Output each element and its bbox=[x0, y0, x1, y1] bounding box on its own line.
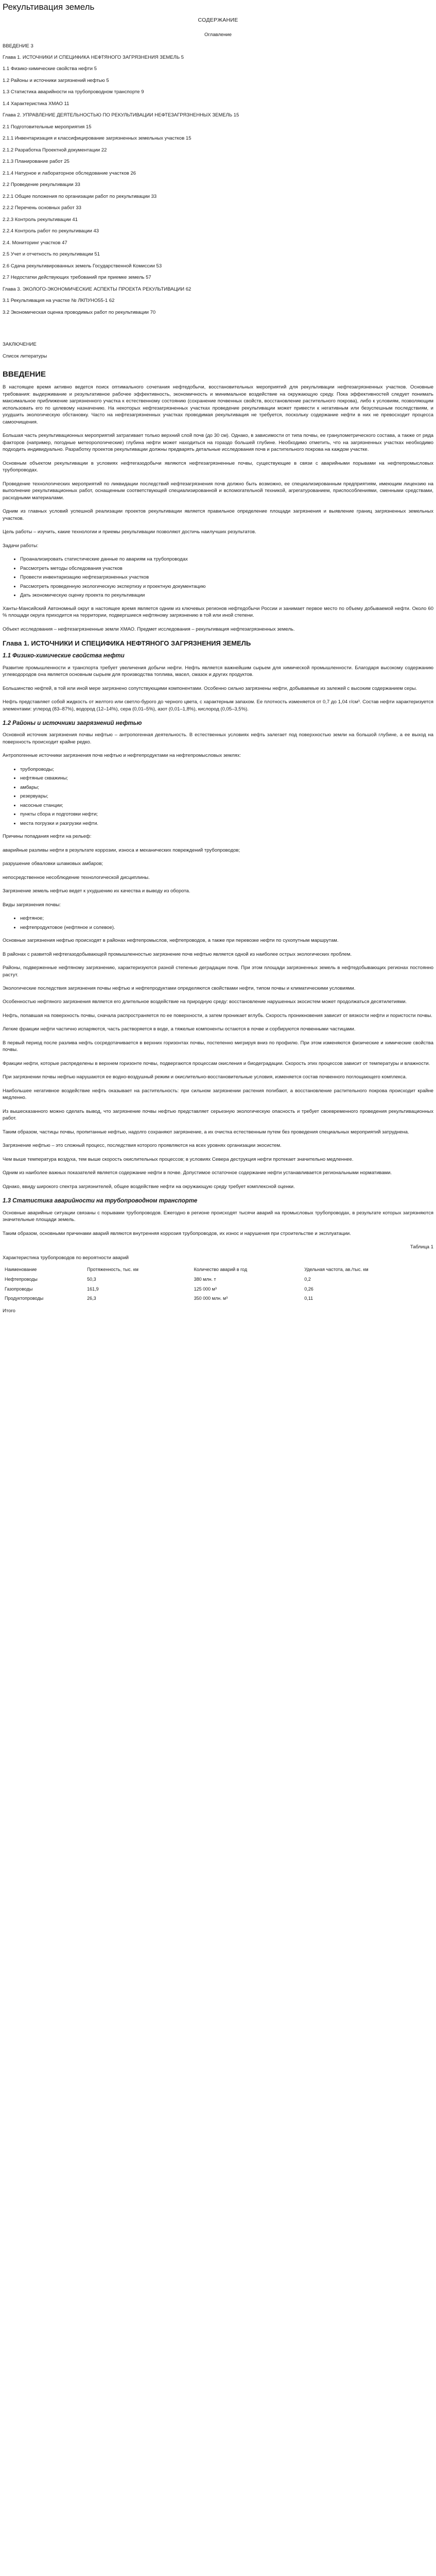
source-item: • места погрузки и разгрузки нефти. bbox=[20, 820, 433, 827]
toc-item[interactable]: Глава 2. УПРАВЛЕНИЕ ДЕЯТЕЛЬНОСТЬЮ ПО РЕКУЛЬТИВАЦИИ НЕФТЕЗАГРЯЗНЕННЫХ ЗЕМЕЛЬ 15 bbox=[3, 112, 239, 118]
pipelines-table bbox=[3, 1265, 433, 1303]
table-row bbox=[3, 1294, 433, 1303]
paragraph: Причины попадания нефти на рельеф: bbox=[3, 834, 92, 840]
paragraph: Основной источник загрязнения почвы нефтью – антропогенная деятельность. В естественных условиях нефть залегает под поверхностью земли на большой глубине, а ее выход на поверхность происходит крайне редко. bbox=[3, 732, 433, 745]
task-item: • Рассмотреть методы обследования участков bbox=[20, 565, 433, 572]
toc-item[interactable]: 2.1 Подготовительные мероприятия 15 bbox=[3, 124, 92, 130]
toc-item[interactable]: 2.1.2 Разработка Проектной документации 22 bbox=[3, 147, 107, 153]
table-header-row bbox=[3, 1265, 433, 1275]
intro-paragraph: Большая часть рекультивационных мероприятий затрагивает только верхний слой почв (до 30 см). Однако, в зависимости от типа почвы, ее гранулометрического состава, а также от ряда факторов (например, погодные метеорологические) глубина нефти может находиться на гораздо большей глубине. Необходимо отметить, что на загрязненных участках необходимо подходить индивидуально. Разработку проектов рекультивации должны предварять детальные исследования почв и растительного покрова на каждом участке. bbox=[3, 433, 433, 453]
table-cell: 380 млн. т bbox=[194, 1276, 216, 1282]
intro-heading: ВВЕДЕНИЕ bbox=[3, 370, 46, 379]
intro-paragraph: Проведение технологических мероприятий по ликвидации последствий нефтезагрязнения почв должно быть возможно, ее специализированным предприятиям, имеющим лицензию на выполнение рекультивационных работ, оснащенным соответствующей специализированной и вспомогательной техникой, агрегатурованием, приспособлениями, сменными средствами, расходными материалами. bbox=[3, 481, 433, 501]
table-header-cell: Протяженность, тыс. км bbox=[87, 1266, 138, 1272]
pollution-kinds-list bbox=[3, 915, 433, 931]
section-1-3-body bbox=[3, 1210, 433, 1237]
task-item: • Провести инвентаризацию нефтезагрязненных участков bbox=[20, 574, 433, 581]
intro-paragraph: Основным объектом рекультивации в условиях нефтегазодобычи являются нефтезагрязненные почвы, существующие в связи с аварийными порывами на нефтепромысловых трубопроводах. bbox=[3, 460, 433, 473]
toc-item[interactable]: 2.7 Недостатки действующих требований при приемке земель 57 bbox=[3, 275, 151, 281]
toc-item[interactable]: 1.2 Районы и источники загрязнений нефтью 5 bbox=[3, 77, 109, 83]
intro-task-list bbox=[3, 556, 433, 599]
intro-paragraph: В настоящее время активно ведется поиск оптимального сочетания нефтедобычи, восстановительных мероприятий для рекультивации нефтезагрязненных участков. Основные требования: выдерживание и результативное рабочее эффективность, экономичность и минимальное воздействие на окружающую среду. Пока эффективностей следует понимать максимальное приближение загрязненного участка к естественному состоянию (сохранение почвенных свойств, восстановление растительного покрова), либо к условиям, позволяющим использовать его по целевому назначению. На некоторых нефтезагрязненных участках проведение рекультивации может привести к негативным или безуспешным последствиям, и ухудшить экологическую обстановку. Часто на нефтезагрязненных участках проводимая рекультивация не требуется, поскольку содержание нефти в них не превосходит процесса самоочищения. bbox=[3, 384, 433, 425]
toc-item[interactable]: 1.4 Характеристика ХМАО 11 bbox=[3, 100, 69, 107]
table-cell: 0,26 bbox=[304, 1286, 313, 1292]
section-1-2-title: 1.2 Районы и источники загрязнений нефтью bbox=[3, 720, 142, 726]
intro-paragraph: Объект исследования – нефтезагрязненные земли ХМАО. Предмет исследования – рекультивация нефтезагрязненных земель. bbox=[3, 626, 295, 632]
source-item: • пункты сбора и подготовки нефти; bbox=[20, 811, 433, 818]
paragraph: Одним из наиболее важных показателей является содержание нефти в почве. Допустимое остаточное содержание нефти устанавливается региональными нормативами. bbox=[3, 1170, 392, 1176]
section-1-1-body bbox=[3, 665, 433, 713]
paragraph: Таким образом, частицы почвы, пропитанные нефтью, надолго сохраняют загрязнение, а их очистка естественным путем без проведения специальных мероприятий затруднена. bbox=[3, 1129, 409, 1135]
paragraph: Наибольшее негативное воздействие нефть оказывает на растительность: при сильном загрязнении растения погибают, а восстановление растительного покрова происходит крайне медленно. bbox=[3, 1088, 433, 1101]
chapter-1-heading: Глава 1. ИСТОЧНИКИ И СПЕЦИФИКА НЕФТЯНОГО ЗАГРЯЗНЕНИЯ ЗЕМЕЛЬ bbox=[3, 639, 251, 647]
source-item: • резервуары; bbox=[20, 793, 433, 800]
paragraph: аварийные разливы нефти в результате коррозии, износа и механических повреждений трубопроводов; bbox=[3, 847, 240, 853]
toc-items bbox=[3, 43, 433, 316]
intro-paragraph: Ханты-Мансийский Автономный округ в настоящее время является одним из ключевых регионов нефтедобычи России и занимает первое место по объему добываемой нефти. Около 60 % площади округа приходится на территории, подвергшиеся нефтяному загрязнению в той или иной степени. bbox=[3, 605, 433, 619]
paragraph: разрушение обваловки шламовых амбаров; bbox=[3, 861, 103, 867]
toc-item[interactable]: ВВЕДЕНИЕ 3 bbox=[3, 43, 33, 49]
paragraph: Развитие промышленности и транспорта требует увеличения добычи нефти. Нефть является важнейшим сырьем для химической промышленности. Благодаря высокому содержанию углеводородов она является основным сырьем для производства топлива, масел, смазок и других продуктов. bbox=[3, 665, 433, 678]
intro-paragraph: Одним из главных условий успешной реализации проектов рекультивации является правильное определение площади загрязнения и выявление границ загрязненных земельных участков. bbox=[3, 509, 433, 521]
table-cell: 0,2 bbox=[304, 1276, 311, 1282]
paragraph: Основные загрязнения нефтью происходят в районах нефтепромыслов, нефтепроводов, а также при перевозке нефти по сухопутным маршрутам. bbox=[3, 938, 339, 944]
paragraph: Фракции нефти, которые распределены в верхнем горизонте почвы, подвергаются процессам окисления и биодеградации. Скорость этих процессов зависит от температуры и влажности. bbox=[3, 1060, 430, 1066]
toc-item[interactable]: 2.2.2 Перечень основных работ 33 bbox=[3, 205, 81, 211]
paragraph: Из вышесказанного можно сделать вывод, что загрязнение почвы нефтью представляет серьезную экологическую опасность и требует своевременного проведения рекультивационных работ. bbox=[3, 1108, 433, 1122]
document-title: Рекультивация земель bbox=[3, 2, 95, 12]
toc-item[interactable]: 3.1 Рекультивация на участке № ЛКПУНО55-1 62 bbox=[3, 298, 115, 304]
pollution-sources-list bbox=[3, 766, 433, 827]
kinds-intro: Виды загрязнения почвы: bbox=[3, 902, 61, 908]
toc-subheading: Оглавление bbox=[204, 32, 232, 38]
source-item: • нефтяные скважины; bbox=[20, 775, 433, 782]
source-item: • насосные станции; bbox=[20, 802, 433, 809]
toc-item[interactable]: 2.2 Проведение рекультивации 33 bbox=[3, 182, 80, 188]
intro-paragraph: Цель работы – изучить, какие технологии и приемы рекультивации позволяют достичь наилучших результатов. bbox=[3, 529, 256, 535]
table-of-contents bbox=[3, 16, 433, 360]
paragraph: Нефть, попавшая на поверхность почвы, сначала распространяется по ее поверхности, а затем проникает вглубь. Скорость проникновения зависит от вязкости нефти и пористости почвы. bbox=[3, 1012, 432, 1019]
paragraph: В первый период после разлива нефть сосредотачивается в верхних горизонтах почвы, постепенно мигрируя вниз по профилю. При этом изменяются физические и химические свойства почвы. bbox=[3, 1040, 433, 1053]
table-title: Характеристика трубопроводов по вероятности аварий bbox=[3, 1255, 129, 1261]
source-item: • амбары; bbox=[20, 784, 433, 791]
paragraph: Большинство нефтей, в той или иной мере загрязнено сопутствующими компонентами. Особенно сильно загрязнены нефти, добываемые из залежей с высоким содержанием серы. bbox=[3, 685, 417, 691]
document-page bbox=[0, 1, 436, 1315]
paragraph: Экологические последствия загрязнения почвы нефтью и нефтепродуктами определяются свойствами нефти, типом почвы и климатическими условиями. bbox=[3, 985, 356, 991]
table-cell: 125 000 м³ bbox=[194, 1286, 217, 1292]
toc-item[interactable]: Глава 1. ИСТОЧНИКИ И СПЕЦИФИКА НЕФТЯНОГО ЗАГРЯЗНЕНИЯ ЗЕМЕЛЬ 5 bbox=[3, 55, 184, 60]
intro-paragraphs bbox=[3, 384, 433, 549]
paragraph: Таким образом, основными причинами аварий являются внутренняя коррозия трубопроводов, их износ и нарушения при строительстве и эксплуатации. bbox=[3, 1230, 351, 1236]
toc-item[interactable]: 2.1.1 Инвентаризация и классифицирование загрязненных земельных участков 15 bbox=[3, 135, 191, 142]
toc-item[interactable]: 2.5 Учет и отчетность по рекультивации 51 bbox=[3, 251, 100, 258]
toc-item[interactable]: 2.2.3 Контроль рекультивации 41 bbox=[3, 216, 78, 223]
table-cell: 161,9 bbox=[87, 1286, 99, 1292]
section-1-2-more bbox=[3, 833, 433, 894]
source-item: • трубопроводы; bbox=[20, 766, 433, 773]
intro-after bbox=[3, 605, 433, 633]
paragraph: Антропогенные источники загрязнения почв нефтью и нефтепродуктами на нефтепромысловых землях: bbox=[3, 753, 241, 759]
paragraph: Основные аварийные ситуации связаны с порывами трубопроводов. Ежегодно в регионе происходят тысячи аварий на промысловых трубопроводах, в результате которых загрязняются значительные площади земель. bbox=[3, 1210, 433, 1223]
toc-item[interactable]: 2.4. Мониторинг участков 47 bbox=[3, 240, 67, 246]
toc-item[interactable]: 3.2 Экономическая оценка проводимых работ по рекультивации 70 bbox=[3, 309, 156, 315]
paragraph: В районах с развитой нефтегазодобывающей промышленностью загрязнение почв нефтью является одной из наиболее острых экологических проблем. bbox=[3, 951, 352, 957]
toc-conclusion[interactable]: ЗАКЛЮЧЕНИЕ bbox=[3, 342, 37, 348]
toc-item[interactable]: 2.2.4 Контроль работ по рекультивации 43 bbox=[3, 228, 99, 234]
section-1-2-closing bbox=[3, 937, 433, 1190]
kind-item: • нефтяное; bbox=[20, 915, 433, 922]
paragraph: Легкие фракции нефти частично испаряются, часть растворяется в воде, а тяжелые компоненты остаются в почве и сорбируются почвенными частицами. bbox=[3, 1026, 356, 1032]
kind-item: • нефтепродуктовое (нефтяное и солевое). bbox=[20, 924, 433, 931]
table-cell: 350 000 млн. м³ bbox=[194, 1296, 228, 1301]
paragraph: Нефть представляет собой жидкость от желтого или светло-бурого до черного цвета, с характерным запахом. Ее плотность изменяется от 0,7 до 1,04 г/см³. Состав нефти характеризуется элементами: углерод (83–87%), водород (12–14%), сера (0,01–5%), азот (0,01–1,8%), кислород (0,05–3,5%). bbox=[3, 699, 433, 712]
table-header-cell: Количество аварий в год bbox=[194, 1266, 248, 1272]
paragraph: Однако, ввиду широкого спектра загрязнителей, общее воздействие нефти на окружающую среду требует комплексной оценки. bbox=[3, 1183, 295, 1190]
toc-item[interactable]: 1.1 Физико-химические свойства нефти 5 bbox=[3, 66, 97, 72]
toc-item[interactable]: 2.1.4 Натурное и лабораторное обследование участков 26 bbox=[3, 170, 136, 176]
table-cell: Нефтепроводы bbox=[5, 1276, 38, 1282]
table-row bbox=[3, 1275, 433, 1284]
table-cell: 50,3 bbox=[87, 1276, 96, 1282]
intro-paragraph: Задачи работы: bbox=[3, 543, 39, 549]
paragraph: Особенностью нефтяного загрязнения является его длительное воздействие на природную среду: восстановление нарушенных экосистем может продолжаться десятилетиями. bbox=[3, 999, 407, 1005]
section-1-2-body bbox=[3, 732, 433, 759]
toc-heading: СОДЕРЖАНИЕ bbox=[198, 17, 238, 24]
paragraph: При загрязнении почвы нефтью нарушаются ее водно-воздушный режим и окислительно-восстановительные условия, изменяется состав почвенного поглощающего комплекса. bbox=[3, 1074, 407, 1080]
section-1-3-title: 1.3 Статистика аварийности на трубопроводном транспорте bbox=[3, 1198, 198, 1205]
task-item: • Проанализировать статистические данные по авариям на трубопроводах bbox=[20, 556, 433, 563]
paragraph: Загрязнение земель нефтью ведет к ухудшению их качества и выводу из оборота. bbox=[3, 888, 190, 894]
table-cell: 26,3 bbox=[87, 1296, 96, 1301]
toc-item[interactable]: 2.2.1 Общие положения по организации работ по рекультивации 33 bbox=[3, 193, 157, 199]
paragraph: непосредственное несоблюдение технологической дисциплины. bbox=[3, 874, 150, 880]
table-body bbox=[3, 1275, 433, 1303]
toc-item[interactable]: 2.6 Сдача рекультивированных земель Государственной Комиссии 53 bbox=[3, 263, 162, 269]
section-1-1-title: 1.1 Физико-химические свойства нефти bbox=[3, 653, 125, 659]
paragraph: Районы, подверженные нефтяному загрязнению, характеризуются разной степенью деградации почв. При этом площади загрязненных земель в нефтедобывающих регионах постоянно растут. bbox=[3, 965, 433, 978]
table-cell: Газопроводы bbox=[5, 1286, 33, 1292]
toc-item[interactable]: Глава 3. ЭКОЛОГО-ЭКОНОМИЧЕСКИЕ АСПЕКТЫ ПРОЕКТА РЕКУЛЬТИВАЦИИ 62 bbox=[3, 286, 191, 292]
table-header-cell: Наименование bbox=[5, 1266, 37, 1272]
table-cell: 0,11 bbox=[304, 1296, 313, 1301]
task-item: • Дать экономическую оценку проекта по рекультивации bbox=[20, 592, 433, 599]
toc-item[interactable]: 2.1.3 Планирование работ 25 bbox=[3, 159, 69, 165]
table-row bbox=[3, 1284, 433, 1294]
table-header-cell: Удельная частота, ав./тыс. км bbox=[304, 1266, 369, 1272]
table-caption: Таблица 1 bbox=[410, 1244, 433, 1250]
toc-bibliography[interactable]: Список литературы bbox=[3, 353, 47, 359]
paragraph: Загрязнение нефтью – это сложный процесс, последствия которого проявляются на всех уровнях организации экосистем. bbox=[3, 1143, 282, 1149]
toc-item[interactable]: 1.3 Статистика аварийности на трубопроводном транспорте 9 bbox=[3, 89, 144, 95]
table-cell: Продуктопроводы bbox=[5, 1296, 44, 1301]
task-item: • Рассмотреть проведенную экологическую экспертизу и проектную документацию bbox=[20, 583, 433, 590]
table-note: Итого bbox=[3, 1308, 15, 1314]
paragraph: Чем выше температура воздуха, тем выше скорость окислительных процессов; в условиях Севера деструкция нефти протекает значительно медленнее. bbox=[3, 1156, 354, 1162]
